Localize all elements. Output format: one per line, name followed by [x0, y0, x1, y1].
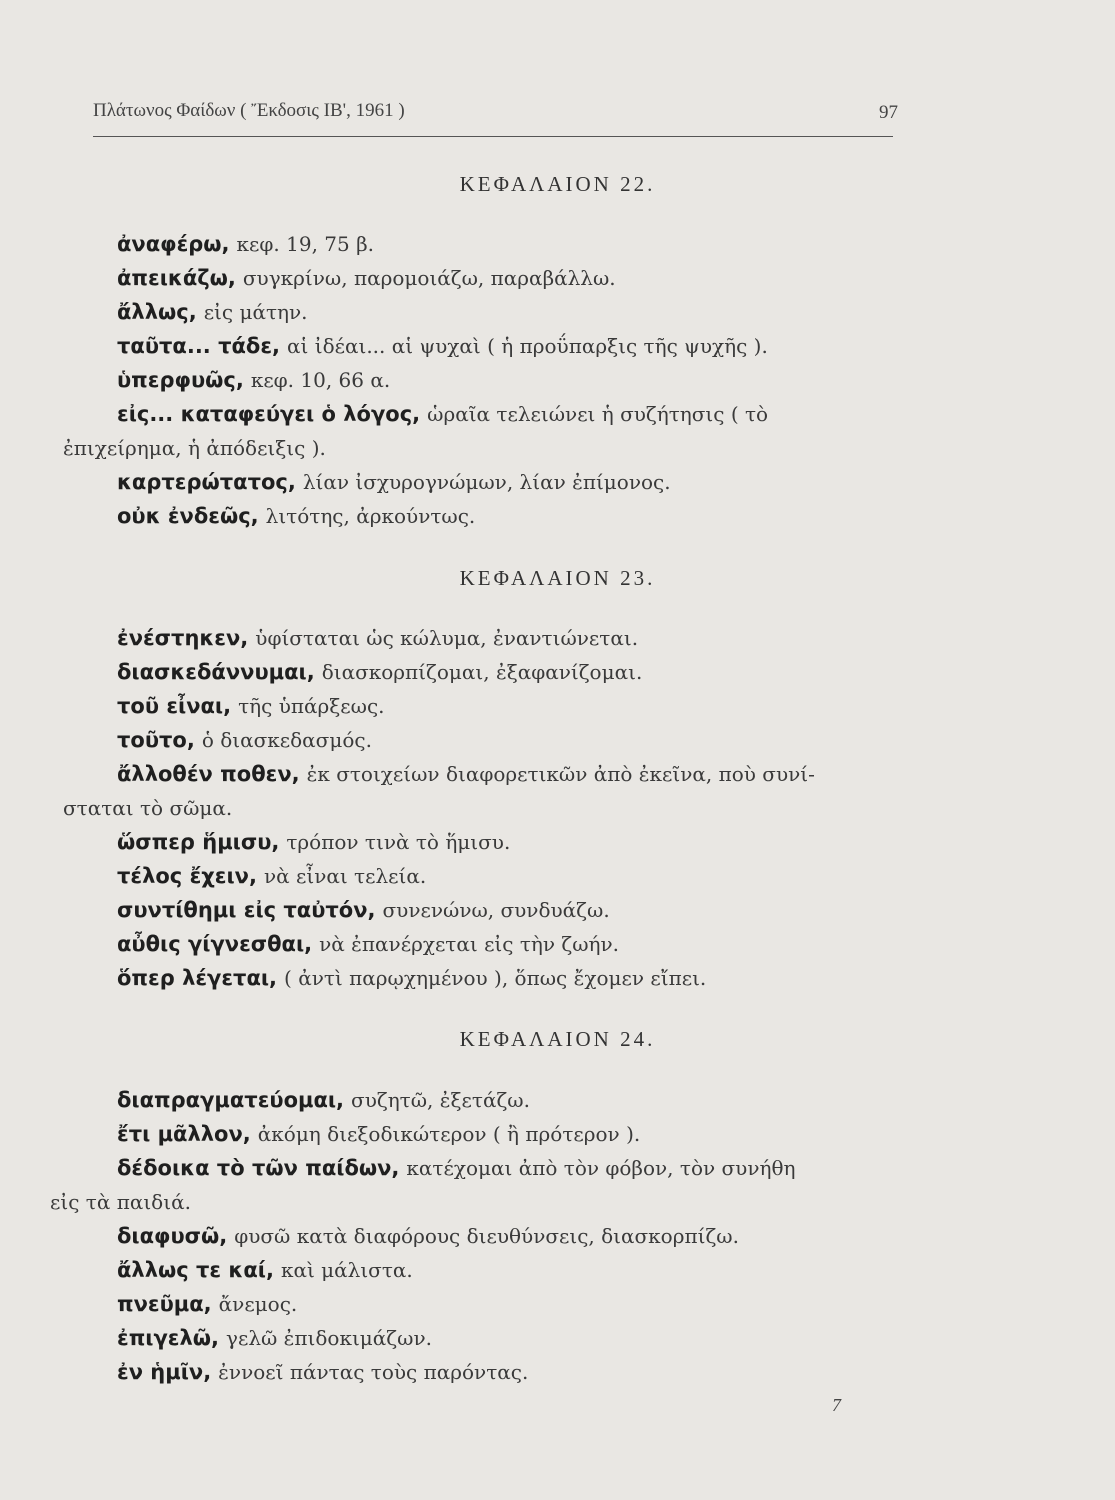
glossary-entry [0, 1117, 1115, 1151]
entry-gloss: ἐννοεῖ πάντας τοὺς παρόντας. [218, 1360, 529, 1384]
entry-lemma: δέδοικα τὸ τῶν παίδων, [117, 1156, 400, 1180]
entry-gloss: κατέχομαι ἀπὸ τὸν φόβον, τὸν συνήθη [406, 1156, 796, 1180]
entry-gloss: τῆς ὑπάρξεως. [238, 694, 385, 718]
entry-lemma: εἰς... καταφεύγει ὁ λόγος, [117, 402, 421, 426]
entry-lemma: συντίθημι εἰς ταὐτόν, [117, 898, 376, 922]
signature-mark: 7 [832, 1395, 841, 1415]
entry-gloss: αἱ ἰδέαι... αἱ ψυχαὶ ( ἡ προΰπαρξις τῆς ψυχῆς ). [287, 334, 768, 358]
glossary-entry [0, 723, 1115, 757]
entry-gloss: συγκρίνω, παρομοιάζω, παραβάλλω. [242, 266, 616, 290]
glossary-entry [0, 329, 1115, 363]
entry-gloss: συνενώνω, συνδυάζω. [382, 898, 610, 922]
running-title: Πλάτωνος Φαίδων ( Ἔκδοσις ΙΒ', 1961 ) [93, 100, 405, 121]
entry-lemma: ὑπερφυῶς, [117, 368, 244, 392]
entry-lemma: διασκεδάννυμαι, [117, 660, 315, 684]
entry-lemma: ἀπεικάζω, [117, 266, 236, 290]
entry-lemma: ἄλλως τε καί, [117, 1258, 274, 1282]
glossary-entry [0, 893, 1115, 927]
entry-gloss: ὡραῖα τελειώνει ἡ συζήτησις ( τὸ [427, 402, 769, 426]
entry-gloss-continuation: ἐπιχείρημα, ἡ ἀπόδειξις ). [63, 436, 326, 460]
page-number: 97 [879, 102, 898, 123]
glossary-entry [0, 397, 1115, 465]
entry-gloss: ( ἀντὶ παρῳχημένου ), ὅπως ἔχομεν εἴπει. [284, 966, 707, 990]
entry-lemma: ταῦτα... τάδε, [117, 334, 281, 358]
glossary-entry [0, 825, 1115, 859]
entry-lemma: πνεῦμα, [117, 1292, 212, 1316]
glossary-entry [0, 757, 1115, 825]
entry-lemma: ἄλλως, [117, 300, 197, 324]
glossary-entry [0, 363, 1115, 397]
glossary-entry [0, 1321, 1115, 1355]
glossary-entry [0, 621, 1115, 655]
entry-lemma: ὥσπερ ἥμισυ, [117, 830, 280, 854]
glossary-entry [0, 465, 1115, 499]
chapter-24-entries [0, 1083, 1115, 1389]
entry-gloss: λιτότης, ἀρκούντως. [265, 504, 476, 528]
glossary-entry [0, 1253, 1115, 1287]
entry-gloss: διασκορπίζομαι, ἐξαφανίζομαι. [321, 660, 643, 684]
entry-gloss: καὶ μάλιστα. [280, 1258, 413, 1282]
entry-lemma: καρτερώτατος, [117, 470, 296, 494]
entry-lemma: ὅπερ λέγεται, [117, 966, 278, 990]
entry-gloss: γελῶ ἐπιδοκιμάζων. [226, 1326, 432, 1350]
glossary-entry [0, 227, 1115, 261]
chapter-23-entries [0, 621, 1115, 995]
entry-lemma: διαπραγματεύομαι, [117, 1088, 345, 1112]
entry-gloss: ἀκόμη διεξοδικώτερον ( ἢ πρότερον ). [257, 1122, 641, 1146]
glossary-entry [0, 655, 1115, 689]
glossary-entry [0, 1083, 1115, 1117]
entry-gloss: κεφ. 19, 75 β. [236, 232, 375, 256]
glossary-entry [0, 1355, 1115, 1389]
entry-lemma: ἄλλοθέν ποθεν, [117, 762, 300, 786]
glossary-entry [0, 295, 1115, 329]
page-header [93, 96, 898, 136]
entry-lemma: ἔτι μᾶλλον, [117, 1122, 251, 1146]
entry-lemma: τοῦτο, [117, 728, 195, 752]
entry-gloss: φυσῶ κατὰ διαφόρους διευθύνσεις, διασκορπίζω. [234, 1224, 739, 1248]
entry-lemma: ἀναφέρω, [117, 232, 230, 256]
entry-gloss: ὑφίσταται ὡς κώλυμα, ἐναντιώνεται. [255, 626, 639, 650]
glossary-entry [0, 961, 1115, 995]
entry-lemma: ἐνέστηκεν, [117, 626, 249, 650]
entry-lemma: τοῦ εἶναι, [117, 694, 232, 718]
glossary-entry [0, 1151, 1115, 1219]
glossary-entry [0, 927, 1115, 961]
glossary-entry [0, 689, 1115, 723]
chapter-22-entries [0, 227, 1115, 533]
entry-gloss: τρόπον τινὰ τὸ ἥμισυ. [286, 830, 511, 854]
entry-lemma: ἐν ἡμῖν, [117, 1360, 212, 1384]
chapter-heading-22: ΚΕΦΑΛΑΙΟΝ 22. [459, 172, 656, 196]
entry-gloss-continuation: σταται τὸ σῶμα. [63, 796, 233, 820]
entry-gloss: ὁ διασκεδασμός. [201, 728, 372, 752]
header-rule [93, 136, 893, 137]
entry-lemma: τέλος ἔχειν, [117, 864, 257, 888]
entry-gloss: νὰ εἶναι τελεία. [263, 864, 427, 888]
entry-gloss-continuation: εἰς τὰ παιδιά. [50, 1190, 191, 1214]
chapter-heading-24: ΚΕΦΑΛΑΙΟΝ 24. [459, 1027, 656, 1051]
entry-lemma: διαφυσῶ, [117, 1224, 228, 1248]
glossary-entry [0, 261, 1115, 295]
glossary-entry [0, 499, 1115, 533]
glossary-entry [0, 1287, 1115, 1321]
chapter-heading-23: ΚΕΦΑΛΑΙΟΝ 23. [459, 566, 656, 590]
entry-gloss: νὰ ἐπανέρχεται εἰς τὴν ζωήν. [319, 932, 620, 956]
entry-gloss: εἰς μάτην. [203, 300, 308, 324]
entry-lemma: οὐκ ἐνδεῶς, [117, 504, 259, 528]
entry-lemma: ἐπιγελῶ, [117, 1326, 219, 1350]
entry-gloss: συζητῶ, ἐξετάζω. [351, 1088, 530, 1112]
entry-gloss: λίαν ἰσχυρογνώμων, λίαν ἐπίμονος. [302, 470, 671, 494]
entry-lemma: αὖθις γίγνεσθαι, [117, 932, 313, 956]
glossary-entry [0, 1219, 1115, 1253]
entry-gloss: ἐκ στοιχείων διαφορετικῶν ἀπὸ ἐκεῖνα, ποὺ συνί- [306, 762, 815, 786]
entry-gloss: ἄνεμος. [218, 1292, 298, 1316]
glossary-entry [0, 859, 1115, 893]
entry-gloss: κεφ. 10, 66 α. [250, 368, 391, 392]
